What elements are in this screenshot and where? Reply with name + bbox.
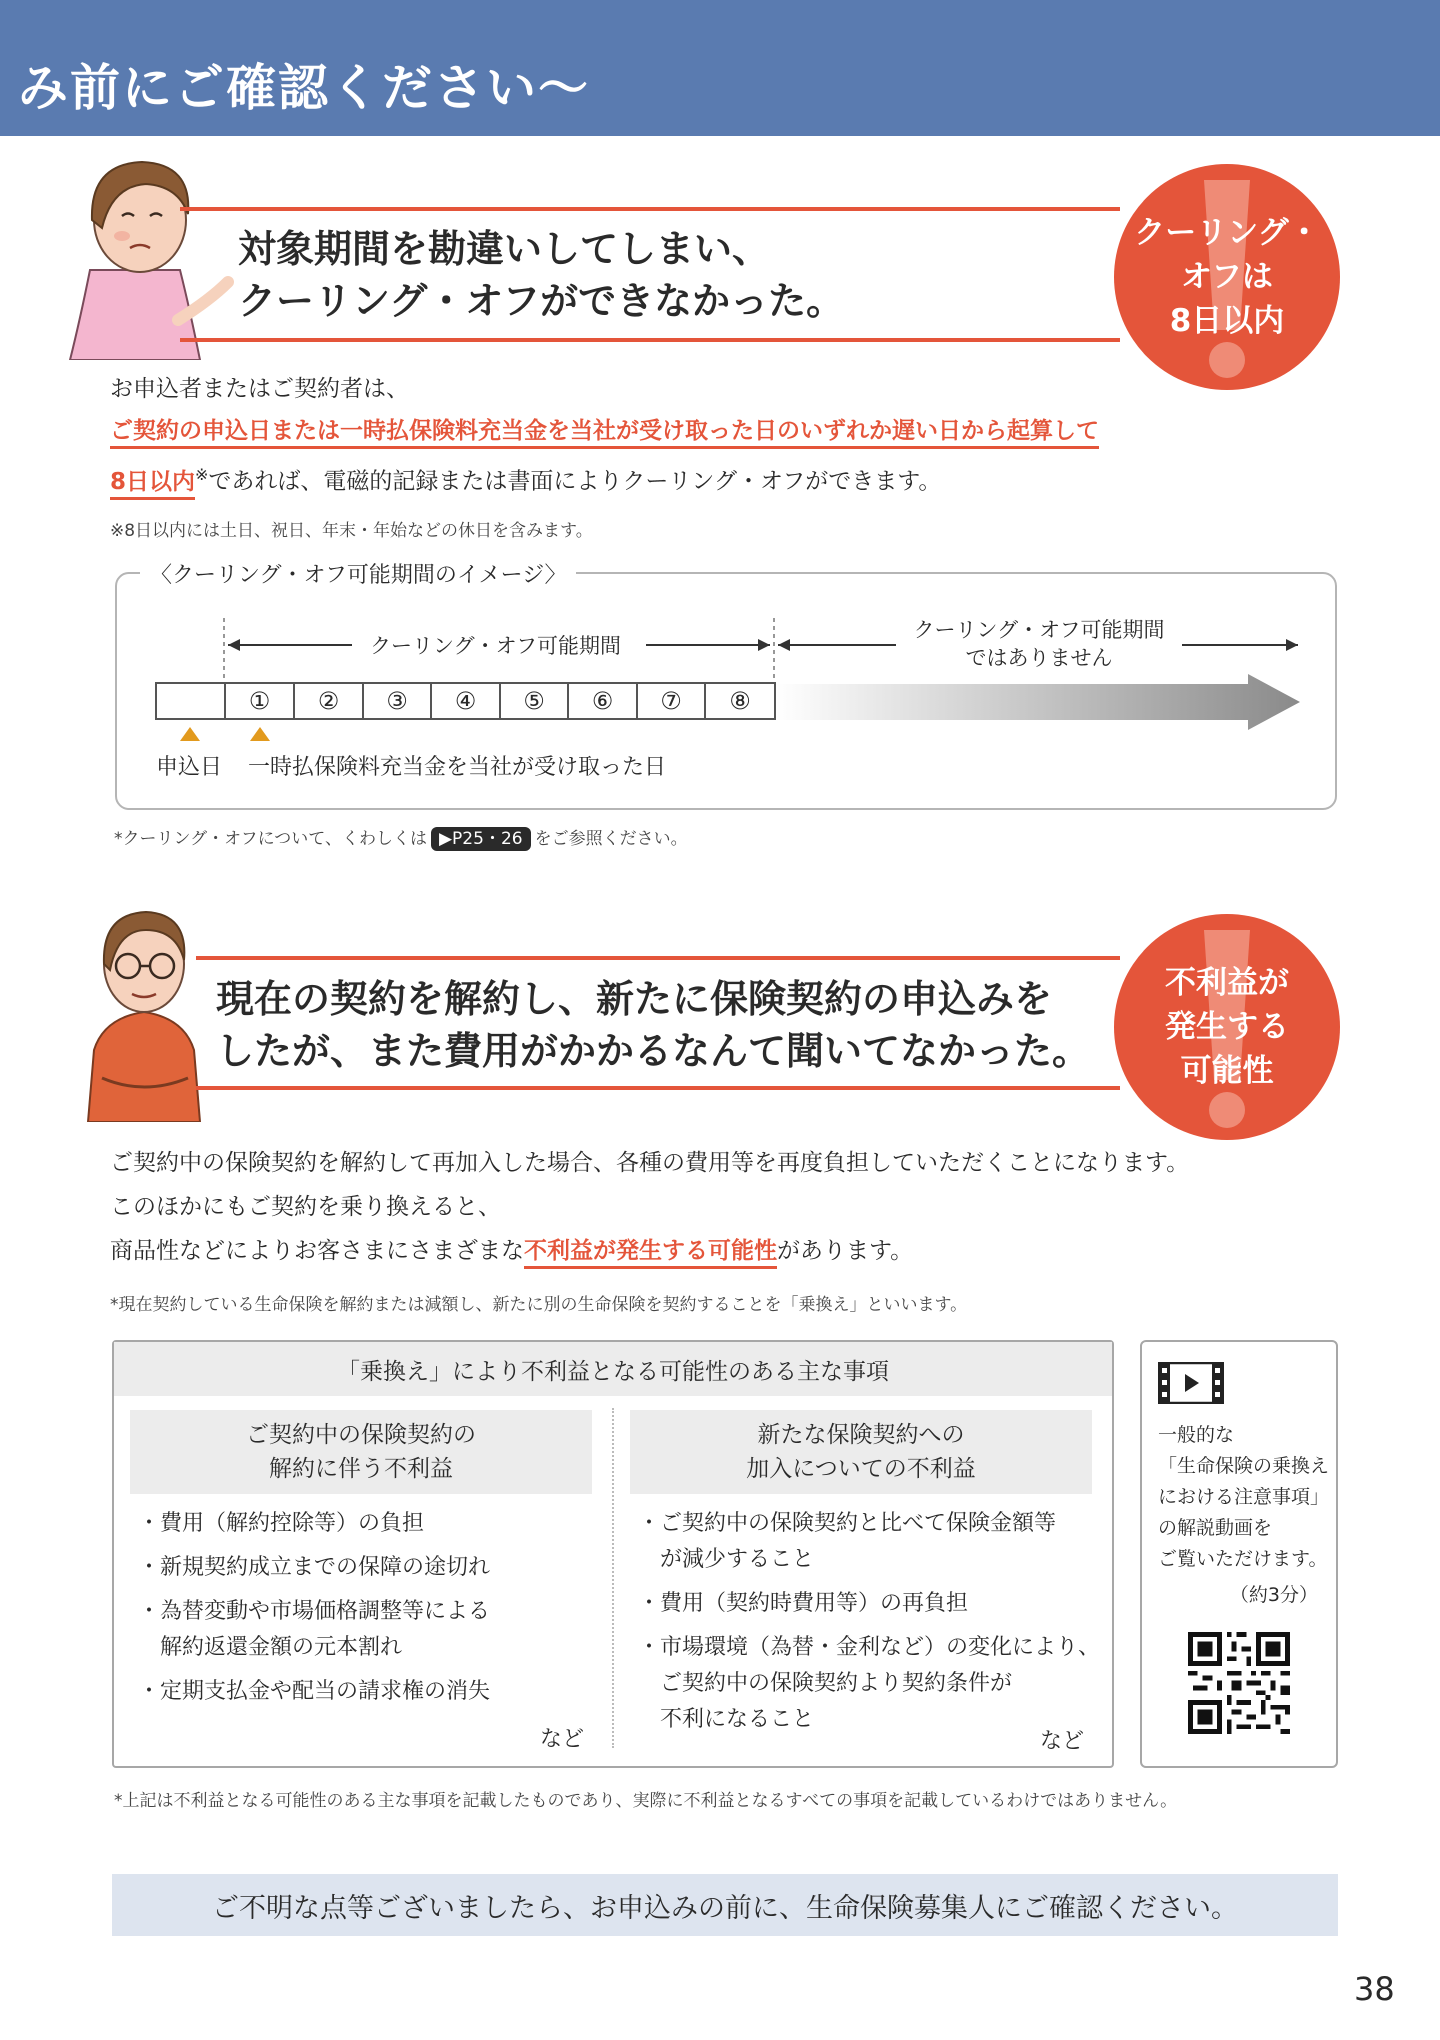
not-period-label [904,616,1174,672]
case2-headline-line1: 現在の契約を解約し、新たに保険契約の申込みを [216,977,1053,1021]
case2-note: *現在契約している生命保険を解約または減額し、新たに別の生命保険を契約することを「乗換え」といいます。 [110,1295,968,1315]
timeline-cell-day: ⑦ [636,682,706,720]
case2-body-pre: 商品性などによりお客さまにさまざまな [110,1238,524,1264]
asterisk-mark: ※ [195,465,209,484]
reference-note [114,826,688,852]
left-etc-label: など [540,1727,585,1752]
timeline-cell-day: ① [224,682,295,720]
left-column-title: ご契約中の保険契約の 解約に伴う不利益 [130,1410,592,1494]
comparison-title: 「乗換え」により不利益となる可能性のある主な事項 [114,1342,1112,1396]
period-label: クーリング・オフ可能期間 [370,634,621,658]
video-duration: （約3分） [1229,1584,1318,1606]
list-item: ・ 費用（契約時費用等）の再負担 [638,1586,1108,1622]
timeline-cell-day: ③ [362,682,432,720]
confused-man-illustration [84,900,204,1122]
case2-body-post: があります。 [777,1238,914,1264]
list-item: ・ 定期支払金や配当の請求権の消失 [138,1674,598,1710]
list-item: ・ 費用（解約控除等）の負担 [138,1506,598,1542]
list-item: ・ 新規契約成立までの保障の途切れ [138,1550,598,1586]
case1-highlight-start: ご契約の申込日または一時払保険料充当金を当社が受け取った日のいずれか遅い日から起算して [110,418,1099,449]
case1-body-rest: であれば、電磁的記録または書面によりクーリング・オフができます。 [208,468,942,495]
not-period-line1: クーリング・オフ可能期間 [913,618,1165,642]
badge-text: クーリング・ オフは 8日以内 [1134,215,1320,339]
case2-body-line2: このほかにもご契約を乗り換えると、 [110,1194,501,1220]
headline-rule-bottom [196,1086,1120,1090]
case2-body-line3 [110,1234,913,1268]
page-number: 38 [1354,1970,1395,2008]
right-column-title: 新たな保険契約への 加入についての不利益 [630,1410,1092,1494]
contact-banner: ご不明な点等ございましたら、お申込みの前に、生命保険募集人にご確認ください。 [112,1874,1338,1936]
triangle-marker-icon [250,727,270,741]
reference-note-post: をご参照ください。 [534,829,688,849]
timeline-cell-day: ⑤ [499,682,569,720]
case1-headline-line2: クーリング・オフができなかった。 [238,279,845,323]
video-description: 一般的な 「生命保険の乗換え における注意事項」 の解説動画を ご覧いただけます。 [1158,1424,1330,1570]
right-etc-label: など [1040,1729,1085,1754]
qr-code[interactable] [1188,1632,1290,1734]
case2-headline-line2: したが、また費用がかかるなんて聞いてなかった。 [216,1029,1091,1073]
timeline-cell-apply [155,682,226,720]
label-received-date: 一時払保険料充当金を当社が受け取った日 [248,755,667,780]
triangle-marker-icon [180,727,200,741]
column-divider [612,1408,614,1748]
left-disadvantage-list [138,1506,598,1718]
list-item: ・ 市場環境（為替・金利など）の変化により、 ご契約中の保険契約より契約条件が 不利になること [638,1630,1108,1738]
list-item: ・ ご契約中の保険契約と比べて保険金額等 が減少すること [638,1506,1108,1578]
case2-highlight: 不利益が発生する可能性 [524,1238,777,1269]
case1-note: ※8日以内には土日、祝日、年末・年始などの休日を含みます。 [110,521,593,541]
label-apply-date: 申込日 [156,755,223,780]
badge-text: 不利益が 発生する 可能性 [1165,965,1289,1089]
list-item: ・ 為替変動や市場価格調整等による 解約返還金額の元本割れ [138,1594,598,1666]
case1-body-line1: お申込者またはご契約者は、 [110,376,409,402]
timeline-cell-day: ④ [430,682,501,720]
not-period-line2: ではありません [965,646,1113,670]
badge-disadvantage [1114,914,1340,1140]
headline-rule-top [196,956,1120,960]
timeline-title: 〈クーリング・オフ可能期間のイメージ〉 [140,558,576,589]
timeline-cell-day: ⑥ [567,682,638,720]
comparison-footnote: *上記は不利益となる可能性のある主な事項を記載したものであり、実際に不利益となるすべての事項を記載しているわけではありません。 [114,1791,1178,1811]
page-reference-tag[interactable]: ▶P25・26 [431,827,531,851]
reference-note-pre: *クーリング・オフについて、くわしくは [114,829,427,849]
case1-headline-line1: 対象期間を勘違いしてしまい、 [238,227,771,271]
case2-body-line1: ご契約中の保険契約を解約して再加入した場合、各種の費用等を再度負担していただくことになります。 [110,1150,1190,1176]
right-disadvantage-list [638,1506,1108,1746]
timeline-cell-day: ⑧ [704,682,776,720]
page-title: み前にご確認ください～ [18,59,590,117]
timeline-cell-day: ② [293,682,364,720]
case1-highlight-eight-days: 8日以内 [110,469,195,500]
film-play-icon[interactable] [1158,1362,1224,1404]
